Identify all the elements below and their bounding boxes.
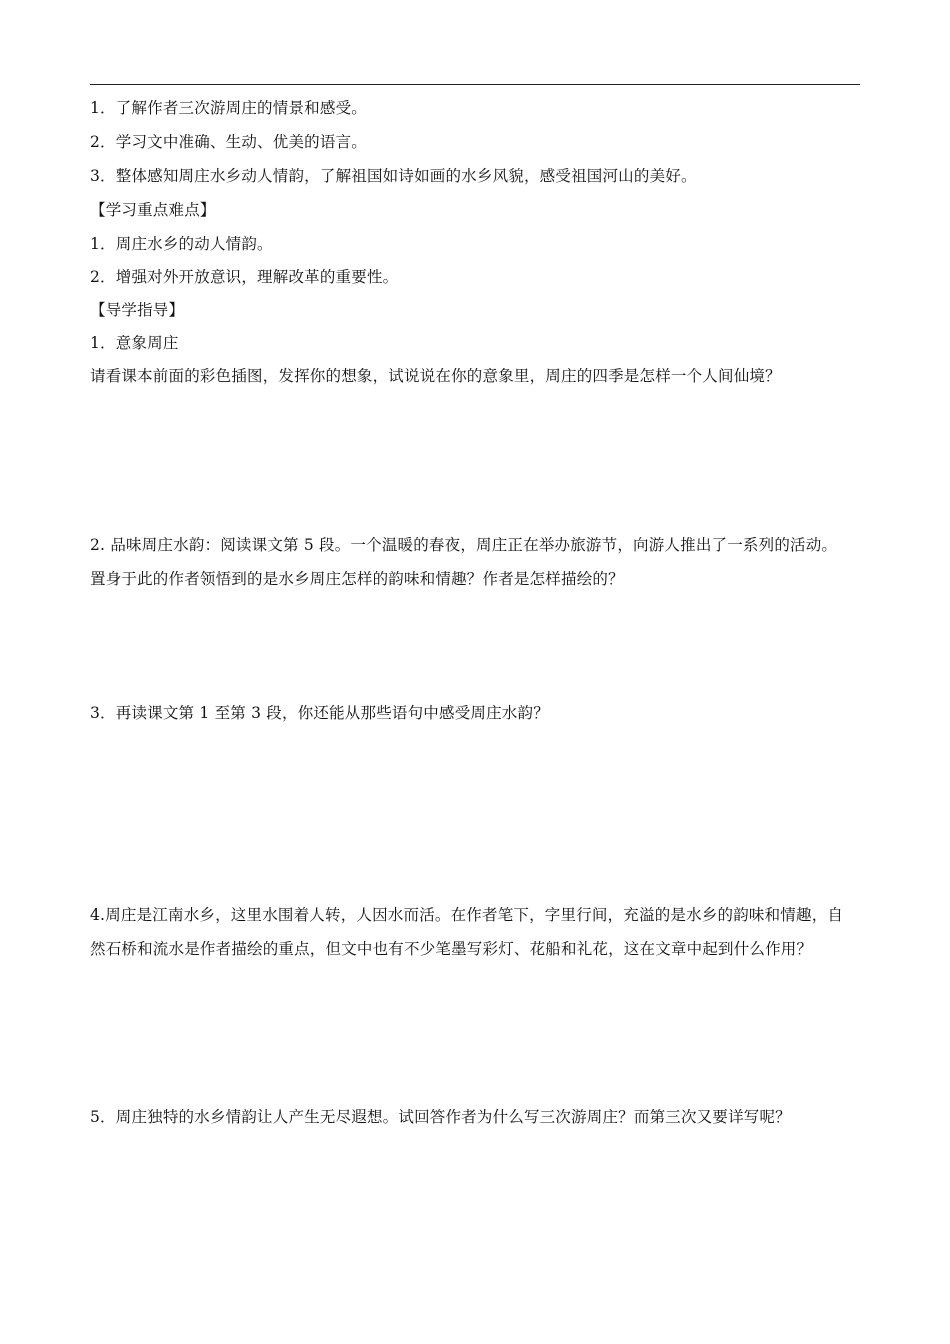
objective-1: 1．了解作者三次游周庄的情景和感受。 bbox=[90, 99, 367, 117]
question-5-text: 5．周庄独特的水乡情韵让人产生无尽遐想。试回答作者为什么写三次游周庄？而第三次又要详写呢？ bbox=[90, 1108, 791, 1126]
key-point-1: 1．周庄水乡的动人情韵。 bbox=[90, 235, 273, 253]
objective-2: 2．学习文中准确、生动、优美的语言。 bbox=[90, 133, 367, 151]
question-2-line-1: 2. 品味周庄水韵：阅读课文第 5 段。一个温暖的春夜，周庄正在举办旅游节，向游人推出了一系列的活动。 bbox=[90, 536, 838, 554]
objective-3: 3．整体感知周庄水乡动人情韵，了解祖国如诗如画的水乡风貌，感受祖国河山的美好。 bbox=[90, 167, 697, 185]
question-1-text: 请看课本前面的彩色插图，发挥你的想象，试说说在你的意象里，周庄的四季是怎样一个人间仙境？ bbox=[90, 367, 781, 385]
header-rule bbox=[90, 84, 860, 85]
key-point-2: 2．增强对外开放意识，理解改革的重要性。 bbox=[90, 268, 399, 286]
key-points-heading: 【学习重点难点】 bbox=[90, 201, 216, 219]
question-4-line-2: 然石桥和流水是作者描绘的重点，但文中也有不少笔墨写彩灯、花船和礼花，这在文章中起到什么作用？ bbox=[90, 940, 813, 958]
question-4-line-1: 4.周庄是江南水乡，这里水围着人转，人因水而活。在作者笔下，字里行间，充溢的是水乡的韵味和情趣，自 bbox=[90, 906, 844, 924]
question-2-line-2: 置身于此的作者领悟到的是水乡周庄怎样的韵味和情趣？作者是怎样描绘的？ bbox=[90, 570, 624, 588]
question-1-title: 1．意象周庄 bbox=[90, 334, 179, 352]
question-3-text: 3．再读课文第 1 至第 3 段，你还能从那些语句中感受周庄水韵？ bbox=[90, 704, 549, 722]
guide-heading: 【导学指导】 bbox=[90, 301, 185, 319]
